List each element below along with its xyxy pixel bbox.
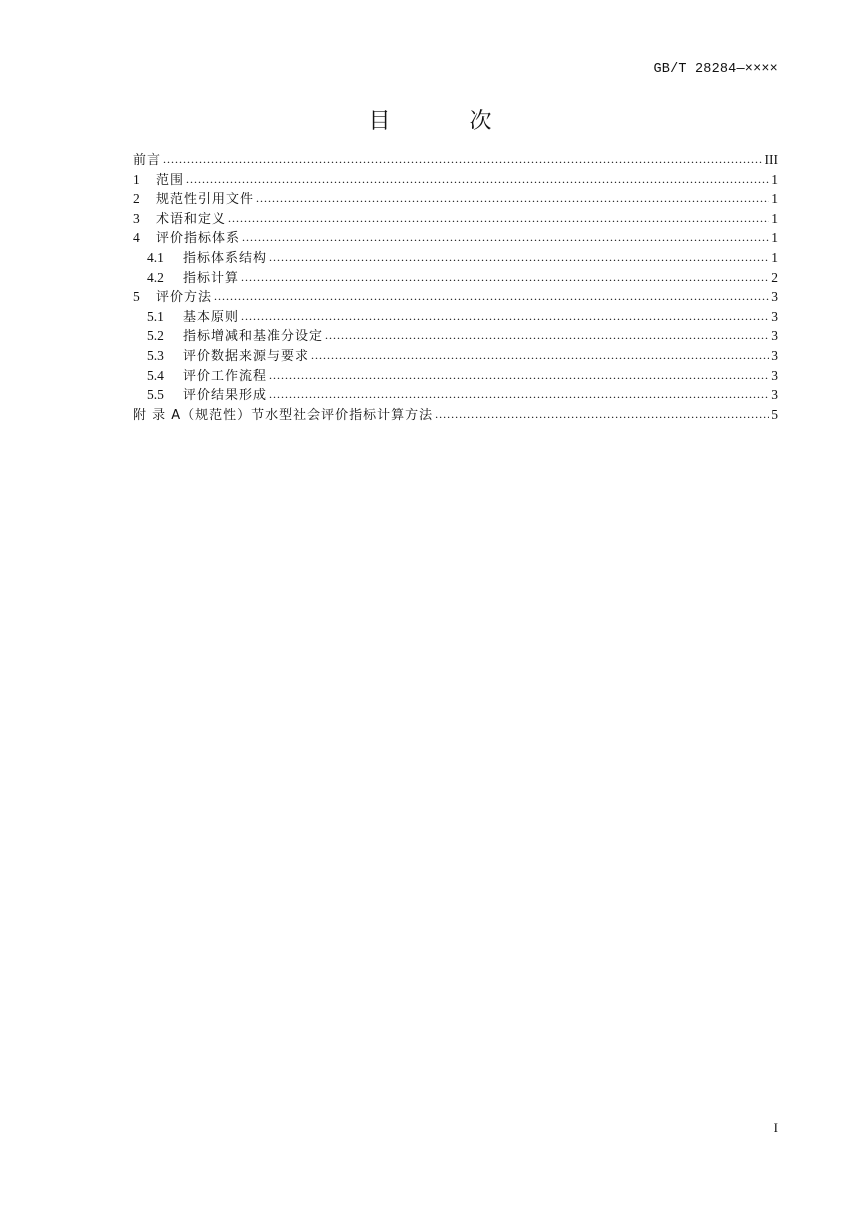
toc-entry-indicator-structure[interactable] bbox=[133, 248, 778, 268]
toc-leader-dots bbox=[163, 150, 762, 170]
toc-entry-page: 1 bbox=[771, 230, 778, 246]
toc-entry-page: 3 bbox=[771, 289, 778, 305]
toc-entry-appendix-a[interactable] bbox=[133, 405, 778, 425]
toc-entry-label: 范围 bbox=[156, 172, 185, 188]
toc-entry-number: 5.4 bbox=[147, 367, 164, 383]
toc-entry-evaluation-method[interactable] bbox=[133, 287, 778, 307]
toc-leader-dots bbox=[269, 248, 769, 268]
toc-entry-page: 3 bbox=[771, 328, 778, 344]
toc-entry-page: 3 bbox=[771, 347, 778, 363]
toc-entry-label: 基本原则 bbox=[183, 309, 240, 325]
toc-entry-number: 1 bbox=[133, 171, 140, 187]
toc-entry-page: 5 bbox=[771, 406, 778, 422]
toc-leader-dots bbox=[241, 268, 769, 288]
toc-leader-dots bbox=[256, 189, 769, 209]
toc-entry-number: 5 bbox=[133, 289, 140, 305]
toc-leader-dots bbox=[242, 228, 769, 248]
toc-entry-label: 术语和定义 bbox=[156, 211, 227, 227]
toc-entry-page: 1 bbox=[771, 171, 778, 187]
toc-leader-dots bbox=[269, 385, 769, 405]
toc-entry-number: 4.1 bbox=[147, 249, 164, 265]
toc-entry-page: 1 bbox=[771, 210, 778, 226]
toc-entry-terms-definitions[interactable] bbox=[133, 209, 778, 229]
toc-entry-indicator-calculation[interactable] bbox=[133, 268, 778, 288]
toc-entry-label: 指标计算 bbox=[183, 270, 240, 286]
toc-leader-dots bbox=[269, 366, 769, 386]
toc-entry-page: 3 bbox=[771, 387, 778, 403]
toc-entry-number: 2 bbox=[133, 191, 140, 207]
toc-entry-label: 规范性引用文件 bbox=[156, 192, 255, 208]
toc-entry-number: 5.1 bbox=[147, 308, 164, 324]
toc-entry-foreword[interactable] bbox=[133, 150, 778, 170]
toc-leader-dots bbox=[241, 307, 769, 327]
toc-entry-label: 前言 bbox=[133, 153, 162, 168]
toc-entry-page: III bbox=[764, 152, 778, 167]
toc-title: 目 次 bbox=[368, 109, 528, 134]
toc-leader-dots bbox=[311, 346, 769, 366]
page-number: I bbox=[773, 1120, 778, 1135]
toc-entry-page: 1 bbox=[771, 249, 778, 265]
toc-entry-label: 评价数据来源与要求 bbox=[183, 348, 310, 364]
toc-entry-indicator-system[interactable] bbox=[133, 228, 778, 248]
toc-entry-indicator-adjustment[interactable] bbox=[133, 326, 778, 346]
toc-entry-number: 5.3 bbox=[147, 347, 164, 363]
toc-entry-data-sources[interactable] bbox=[133, 346, 778, 366]
toc-entry-workflow[interactable] bbox=[133, 366, 778, 386]
toc-entry-scope[interactable] bbox=[133, 170, 778, 190]
toc-leader-dots bbox=[228, 209, 769, 229]
toc-entry-normative-references[interactable] bbox=[133, 189, 778, 209]
toc-leader-dots bbox=[435, 405, 769, 425]
toc-entry-number: 4 bbox=[133, 230, 140, 246]
toc-entry-label: 附 录 A（规范性）节水型社会评价指标计算方法 bbox=[133, 407, 434, 423]
toc-entry-page: 2 bbox=[771, 269, 778, 285]
toc-entry-number: 5.5 bbox=[147, 387, 164, 403]
toc-entry-number: 4.2 bbox=[147, 269, 164, 285]
toc-entry-label: 指标增减和基准分设定 bbox=[183, 329, 324, 345]
toc-entry-label: 评价结果形成 bbox=[183, 388, 268, 404]
toc-leader-dots bbox=[325, 326, 769, 346]
table-of-contents bbox=[133, 150, 778, 424]
toc-entry-label: 指标体系结构 bbox=[183, 250, 268, 266]
toc-entry-label: 评价指标体系 bbox=[156, 231, 241, 247]
toc-entry-label: 评价工作流程 bbox=[183, 368, 268, 384]
toc-entry-label: 评价方法 bbox=[156, 290, 213, 306]
toc-entry-number: 3 bbox=[133, 210, 140, 226]
toc-leader-dots bbox=[186, 170, 769, 190]
toc-entry-page: 3 bbox=[771, 367, 778, 383]
toc-entry-result-formation[interactable] bbox=[133, 385, 778, 405]
toc-entry-page: 1 bbox=[771, 191, 778, 207]
document-number: GB/T 28284—×××× bbox=[653, 62, 778, 77]
toc-entry-page: 3 bbox=[771, 308, 778, 324]
toc-entry-basic-principles[interactable] bbox=[133, 307, 778, 327]
toc-leader-dots bbox=[214, 287, 769, 307]
toc-entry-number: 5.2 bbox=[147, 328, 164, 344]
